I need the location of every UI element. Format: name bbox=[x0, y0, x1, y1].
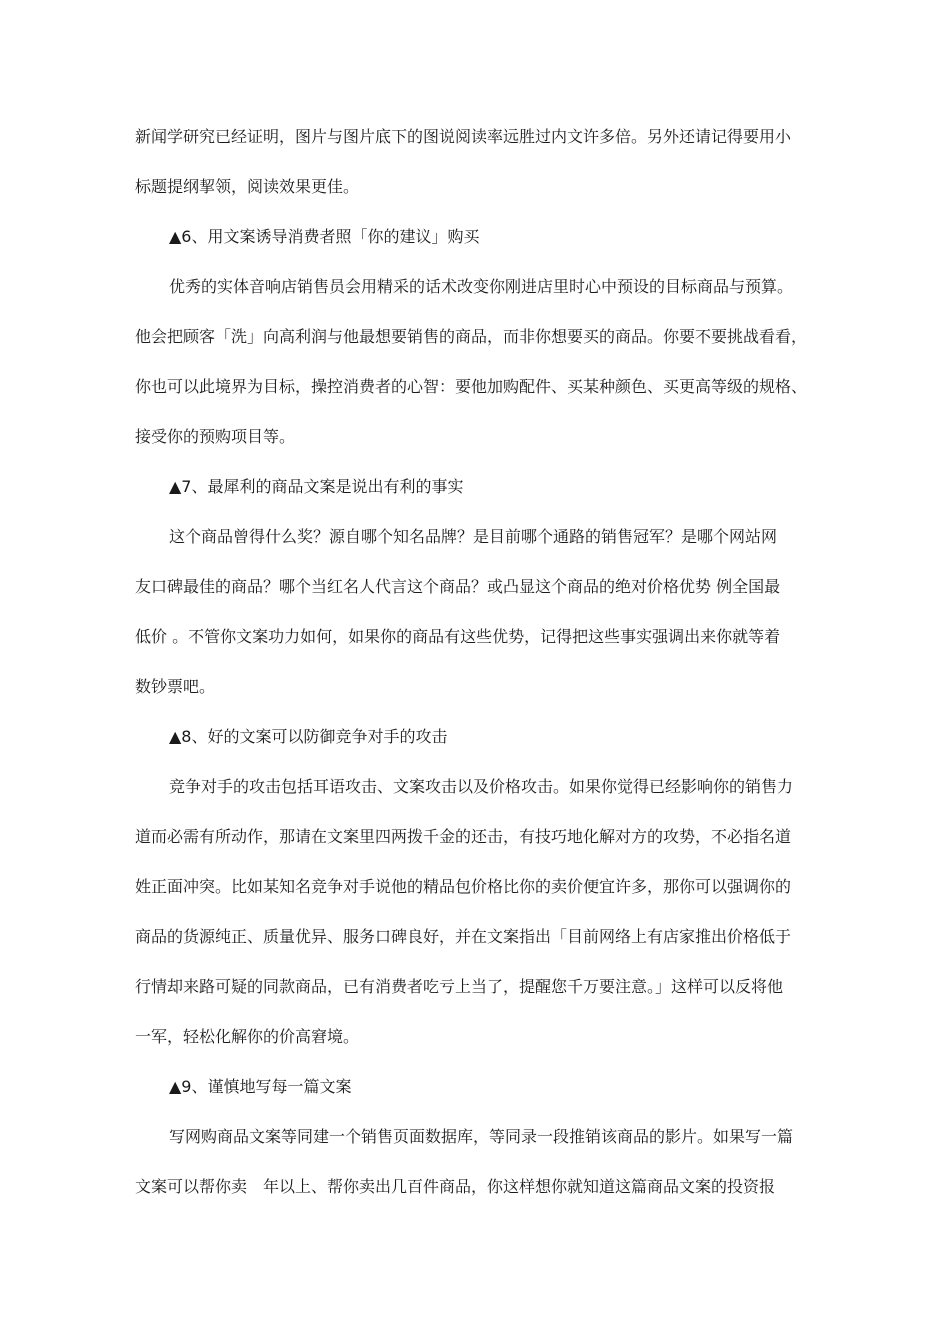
paragraph-line: 低价 。不管你文案功力如何，如果你的商品有这些优势，记得把这些事实强调出来你就等着 bbox=[135, 627, 781, 646]
paragraph-line: 优秀的实体音响店销售员会用精采的话术改变你刚进店里时心中预设的目标商品与预算。 bbox=[169, 277, 794, 296]
paragraph-line: 数钞票吧。 bbox=[135, 677, 216, 696]
paragraph-line: 姓正面冲突。比如某知名竞争对手说他的精品包价格比你的卖价便宜许多，那你可以强调你的 bbox=[135, 877, 792, 896]
section-heading-7: ▲7、最犀利的商品文案是说出有利的事实 bbox=[169, 477, 464, 496]
paragraph-line: 接受你的预购项目等。 bbox=[135, 427, 296, 446]
paragraph-line: 文案可以帮你卖 年以上、帮你卖出几百件商品，你这样想你就知道这篇商品文案的投资报 bbox=[135, 1177, 776, 1196]
paragraph-line: 一军，轻松化解你的价高窘境。 bbox=[135, 1027, 360, 1046]
section-heading-9: ▲9、谨慎地写每一篇文案 bbox=[169, 1077, 352, 1096]
paragraph-line: 新闻学研究已经证明，图片与图片底下的图说阅读率远胜过内文许多倍。另外还请记得要用小 bbox=[135, 127, 792, 146]
paragraph-line: 标题提纲挈领，阅读效果更佳。 bbox=[135, 177, 360, 196]
paragraph-line: 商品的货源纯正、质量优异、服务口碑良好，并在文案指出「目前网络上有店家推出价格低于 bbox=[135, 927, 792, 946]
section-heading-8: ▲8、好的文案可以防御竞争对手的攻击 bbox=[169, 727, 448, 746]
paragraph-line: 友口碑最佳的商品？哪个当红名人代言这个商品？或凸显这个商品的绝对价格优势 例全国最 bbox=[135, 577, 781, 596]
paragraph-line: 行情却来路可疑的同款商品，已有消费者吃亏上当了，提醒您千万要注意。」这样可以反将他 bbox=[135, 977, 784, 996]
paragraph-line: 道而必需有所动作，那请在文案里四两拨千金的还击，有技巧地化解对方的攻势，不必指名道 bbox=[135, 827, 792, 846]
paragraph-line: 这个商品曾得什么奖？源自哪个知名品牌？是目前哪个通路的销售冠军？是哪个网站网 bbox=[169, 527, 778, 546]
paragraph-line: 竞争对手的攻击包括耳语攻击、文案攻击以及价格攻击。如果你觉得已经影响你的销售力 bbox=[169, 777, 794, 796]
section-heading-6: ▲6、用文案诱导消费者照「你的建议」购买 bbox=[169, 227, 480, 246]
paragraph-line: 你也可以此境界为目标，操控消费者的心智：要他加购配件、买某种颜色、买更高等级的规格、 bbox=[135, 377, 808, 396]
paragraph-line: 写网购商品文案等同建一个销售页面数据库，等同录一段推销该商品的影片。如果写一篇 bbox=[169, 1127, 794, 1146]
document-body bbox=[135, 112, 817, 1212]
paragraph-line: 他会把顾客「洗」向高利润与他最想要销售的商品，而非你想要买的商品。你要不要挑战看看， bbox=[135, 327, 808, 346]
